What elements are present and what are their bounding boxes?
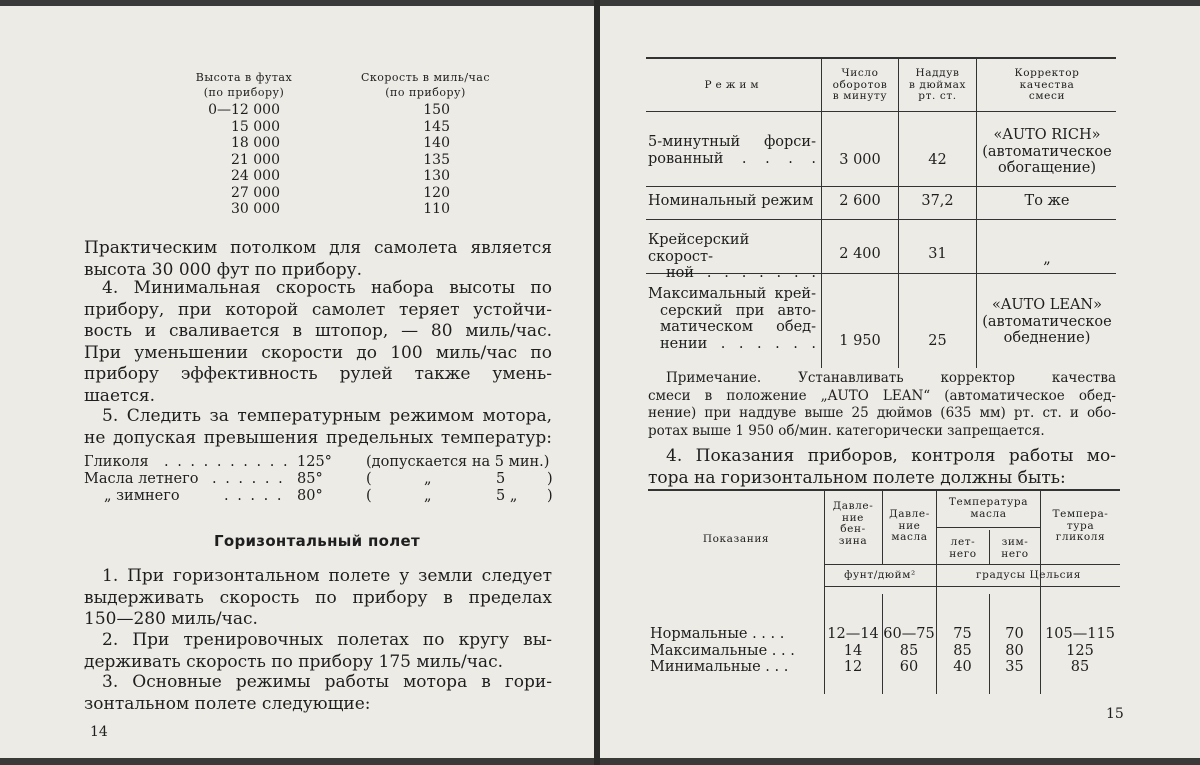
- boost-cell: 37,2: [921, 193, 954, 209]
- table-col-rule: [898, 58, 899, 368]
- text-line: 1. При горизонтальном полете у земли следует: [102, 566, 552, 586]
- text-line: прибору эффективность рулей также умень-: [84, 364, 552, 384]
- header-line: бен-: [840, 523, 866, 535]
- col-header-rpm: [822, 68, 898, 103]
- note-line: Примечание. Устанавливать корректор качества: [666, 370, 1116, 386]
- alt-header-col1-line2: (по прибору): [203, 86, 285, 99]
- glycol-cell: 105—115: [1045, 626, 1115, 642]
- text-line: 4. Минимальная скорость набора высоты по: [102, 278, 552, 298]
- text-line: шается.: [84, 385, 156, 406]
- mode-line: серский при авто-: [660, 302, 816, 319]
- winter-cell: 80: [1005, 642, 1024, 659]
- oil-pressure-cell: 85: [899, 642, 919, 659]
- col-header-glycol: [1041, 509, 1120, 544]
- table-top-rule: [646, 57, 1116, 59]
- table-row: [198, 185, 462, 202]
- temp-limit-row: [84, 454, 554, 471]
- mode-line: рованный . . . .: [648, 150, 816, 167]
- header-line: Темпера-: [1052, 508, 1109, 520]
- text-line: 4. Показания приборов, контроля работы мо-: [666, 446, 1116, 466]
- header-line: качества: [1019, 78, 1075, 91]
- table-col-rule: [821, 58, 822, 368]
- fuel-cell: 12: [843, 659, 863, 675]
- header-line: тура: [1066, 519, 1095, 532]
- text-line: держивать скорость по прибору 175 миль/час.: [84, 651, 503, 672]
- header-line: Давле-: [889, 508, 930, 520]
- alt-cell: 0—12 000: [208, 102, 280, 118]
- speed-cell: 110: [423, 201, 450, 217]
- rpm-cell: 2 400: [839, 246, 881, 262]
- table-row: [198, 102, 462, 119]
- header-line: него: [1001, 547, 1029, 560]
- alt-header-col2: [348, 70, 503, 100]
- winter-cell: 70: [1005, 626, 1024, 642]
- header-line: Температура: [948, 496, 1029, 508]
- mode-line: нении . . . . . .: [660, 335, 816, 352]
- temp-value: 125°: [297, 454, 332, 470]
- mixture-cell: „: [1043, 251, 1051, 267]
- winter-cell: 35: [1005, 659, 1024, 675]
- text-line: При уменьшении скорости до 100 миль/час по: [84, 342, 552, 363]
- table-row: [650, 626, 1120, 643]
- temp-value: 80°: [297, 488, 323, 504]
- text-line: 2. При тренировочных полетах по кругу вы-: [102, 630, 552, 650]
- oil-pressure-cell: 60: [899, 659, 919, 675]
- mode-cell: [648, 286, 816, 352]
- header-line: масла: [891, 531, 928, 543]
- mixture-cell: [977, 297, 1117, 347]
- header-line: в минуту: [832, 90, 888, 102]
- text-line: вость и сваливается в штопор, — 80 миль/час.: [84, 321, 552, 341]
- table-row: [650, 659, 1120, 676]
- table-row: [198, 119, 462, 136]
- text-line: 150—280 миль/час.: [84, 609, 258, 629]
- paragraph-temp-regime: [84, 406, 552, 449]
- alt-header-col2-line2: (по прибору): [385, 86, 466, 99]
- col-header-summer: [937, 537, 989, 560]
- alt-header-col1: [185, 70, 303, 100]
- col-header-oil-pressure: [883, 509, 936, 544]
- text-line: зонтальном полете следующие:: [84, 693, 371, 714]
- mode-line: ной . . . . . . .: [666, 265, 816, 281]
- table-row: [198, 152, 462, 169]
- glycol-cell: 85: [1070, 659, 1090, 675]
- temp-name: Гликоля: [84, 454, 149, 470]
- instrument-rows: [650, 626, 1120, 676]
- mode-cell: Номинальный режим: [648, 193, 814, 209]
- header-line: ние: [898, 519, 921, 532]
- rpm-cell: 3 000: [839, 152, 881, 168]
- header-line: рт. ст.: [918, 90, 957, 102]
- note-line: ротах выше 1 950 об/мин. категорически запрещается.: [648, 422, 1045, 439]
- table-row-rule: [646, 219, 1116, 220]
- col-header-oil-temp: [937, 497, 1040, 520]
- fuel-cell: 12—14: [827, 626, 879, 642]
- col-header-mixture: [977, 68, 1117, 103]
- section-title: Горизонтальный полет: [214, 532, 420, 550]
- table-header-rule: [824, 586, 1120, 587]
- mixture-cell: То же: [1024, 193, 1070, 209]
- temp-note-ditto: „: [424, 488, 432, 504]
- header-line: в дюймах: [908, 78, 966, 91]
- col-header-boost: [899, 68, 976, 103]
- text-line: Практическим потолком для самолета является: [84, 238, 552, 258]
- unit-pressure: фунт/дюйм²: [844, 569, 916, 581]
- table-row: [198, 135, 462, 152]
- temp-value: 85°: [297, 471, 323, 487]
- mixture-line: обогащение): [997, 160, 1097, 176]
- left-page: [0, 6, 594, 758]
- mode-line: Крейсерский скорост-: [648, 232, 750, 265]
- speed-cell: 135: [423, 151, 450, 168]
- temp-note-minutes: 5 „: [496, 488, 518, 504]
- temp-note-close: ): [547, 471, 553, 487]
- header-line: Наддув: [915, 67, 960, 79]
- header-line: лет-: [950, 536, 976, 548]
- table-row: [198, 201, 462, 218]
- temp-name: Масла летнего: [84, 471, 199, 487]
- header-line: масла: [970, 507, 1007, 520]
- page-number: 14: [90, 724, 108, 740]
- paragraph-ground-speed: [84, 566, 552, 631]
- alt-cell: 27 000: [231, 184, 280, 201]
- temp-note-ditto: „: [424, 471, 432, 487]
- table-header-rule: [824, 564, 1120, 565]
- note-line: нение) при наддуве выше 25 дюймов (635 мм) рт. ст. и обо-: [648, 405, 1116, 421]
- header-line: зим-: [1001, 536, 1029, 548]
- header-line: Число: [841, 67, 879, 79]
- row-label: Максимальные . . .: [650, 642, 795, 659]
- header-line: него: [949, 547, 977, 560]
- paragraph-training: [84, 630, 552, 673]
- row-label: Минимальные . . .: [650, 659, 789, 675]
- mixture-line: (автоматическое: [982, 143, 1112, 160]
- speed-cell: 140: [423, 135, 450, 151]
- paragraph-engine-modes: [84, 672, 552, 715]
- mixture-line: (автоматическое: [982, 313, 1112, 330]
- header-line: Корректор: [1014, 67, 1080, 79]
- table-row-rule: [646, 186, 1116, 187]
- table-header-rule: [646, 111, 1116, 112]
- temp-dots: . . . . . .: [212, 471, 285, 487]
- table-header-rule: [936, 527, 1040, 528]
- oil-pressure-cell: 60—75: [883, 626, 935, 642]
- alt-header-col2-line1: Скорость в миль/час: [360, 71, 491, 84]
- rpm-cell: 2 600: [839, 193, 881, 209]
- text-line: 5. Следить за температурным режимом мотора,: [102, 406, 552, 426]
- speed-cell: 150: [423, 102, 450, 118]
- header-line: гликоля: [1055, 531, 1106, 543]
- table-top-rule: [648, 489, 1120, 491]
- summer-cell: 85: [953, 642, 972, 659]
- unit-temperature: градусы Цельсия: [976, 569, 1081, 581]
- note-line: смеси в положение „AUTO LEAN“ (автоматическое обед-: [648, 387, 1116, 404]
- boost-cell: 42: [928, 152, 947, 168]
- mode-line: матическом обед-: [660, 319, 816, 335]
- text-line: 3. Основные режимы работы мотора в гори-: [102, 672, 552, 692]
- paragraph-min-speed: [84, 278, 552, 407]
- alt-cell: 21 000: [231, 151, 280, 168]
- fuel-cell: 14: [843, 642, 863, 659]
- speed-cell: 130: [423, 168, 450, 184]
- speed-cell: 120: [423, 184, 450, 201]
- alt-cell: 18 000: [231, 135, 280, 151]
- col-header-mode: Режим: [704, 79, 763, 91]
- col-header-winter: [990, 537, 1040, 560]
- text-line: прибору, при которой самолет теряет устойчи-: [84, 299, 552, 320]
- page-number: 15: [1106, 706, 1124, 722]
- col-header-readings: Показания: [702, 533, 770, 545]
- row-label: Нормальные . . . .: [650, 626, 785, 642]
- temp-limit-row: [84, 488, 554, 505]
- mode-line: Максимальный крей-: [648, 286, 816, 302]
- col-header-fuel-pressure: [824, 501, 882, 547]
- temp-limits-list: [84, 454, 554, 505]
- mixture-line: обеднение): [1003, 330, 1091, 346]
- right-page: [600, 6, 1200, 758]
- alt-cell: 15 000: [231, 118, 280, 135]
- temp-note: (допускается на 5 мин.): [366, 454, 550, 470]
- boost-cell: 31: [928, 246, 947, 262]
- temp-note-close: ): [547, 488, 553, 504]
- text-line: высота 30 000 фут по прибору.: [84, 259, 363, 280]
- temp-dots: . . . . .: [224, 488, 284, 504]
- altitude-speed-table: [198, 102, 462, 218]
- paragraph-instruments: [648, 446, 1116, 489]
- header-line: ние: [841, 511, 864, 524]
- paragraph-ceiling: [84, 238, 552, 281]
- temp-limit-row: [84, 471, 554, 488]
- mixture-cell: [977, 127, 1117, 177]
- mixture-line: «AUTO LEAN»: [992, 297, 1102, 313]
- table-row: [650, 643, 1120, 660]
- mode-cell: [648, 232, 816, 282]
- alt-cell: 30 000: [231, 201, 280, 217]
- glycol-cell: 125: [1066, 642, 1094, 659]
- summer-cell: 40: [953, 659, 972, 675]
- temp-note-minutes: 5: [496, 471, 506, 487]
- rpm-cell: 1 950: [839, 333, 881, 349]
- boost-cell: 25: [928, 333, 947, 349]
- mode-line: 5-минутный форси-: [648, 134, 816, 150]
- header-line: зина: [838, 534, 868, 547]
- temp-note-open: (: [366, 471, 372, 487]
- mode-cell: [648, 134, 816, 167]
- alt-header-col1-line1: Высота в футах: [195, 71, 293, 84]
- alt-cell: 24 000: [231, 168, 280, 184]
- temp-name: „ зимнего: [104, 488, 180, 504]
- header-line: смеси: [1028, 90, 1066, 102]
- text-line: не допуская превышения предельных температур:: [84, 427, 552, 448]
- header-line: Давле-: [832, 500, 874, 512]
- table-note: [648, 370, 1116, 440]
- temp-dots: . . . . . . . . . .: [164, 454, 290, 470]
- summer-cell: 75: [953, 626, 972, 642]
- temp-note-open: (: [366, 488, 372, 504]
- text-line: тора на горизонтальном полете должны быть:: [648, 467, 1066, 488]
- speed-cell: 145: [423, 118, 450, 135]
- table-row: [198, 168, 462, 185]
- mixture-line: «AUTO RICH»: [993, 127, 1101, 143]
- header-line: оборотов: [832, 78, 888, 91]
- text-line: выдерживать скорость по прибору в пределах: [84, 587, 552, 608]
